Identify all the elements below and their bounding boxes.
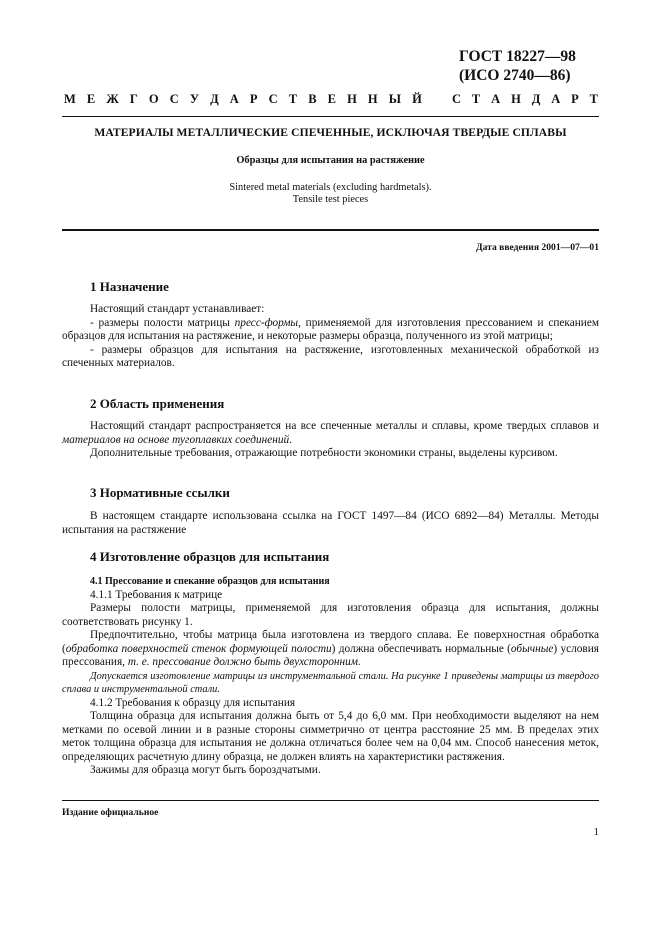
standard-type-banner [64, 92, 598, 107]
section-3-heading: 3 Нормативные ссылки [90, 485, 230, 500]
section-4-heading: 4 Изготовление образцов для испытания [90, 549, 330, 564]
standard-code-gost: ГОСТ 18227—98 [459, 48, 576, 65]
standard-code-iso: (ИСО 2740—86) [459, 67, 571, 84]
section-3-body: В настоящем стандарте использована ссылка на ГОСТ 1497—84 (ИСО 6892—84) Металлы. Методы испытания на растяжение [62, 510, 599, 536]
banner-word-standard: С Т А Н Д А Р Т [452, 92, 598, 106]
effective-date: Дата введения 2001—07—01 [476, 242, 599, 253]
section-1-heading: 1 Назначение [90, 279, 169, 294]
section-4-body: 4.1 Прессование и спекание образцов для испытания 4.1.1 Требования к матрице Размеры полости матрицы, применяемой для изготовления образца для испытания, должны соответствовать рисунку 1. Предпочтительно, чтобы матрица была изготовлена из твердого сплава. Ее поверхностная обработка (обработка поверхностей стенок формующей полости) должна обеспечивать нормальные (обычные) условия прессования, т. е. прессование должно быть двухсторонним. Допускается изготовление матрицы из инструментальной стали. На рисунке 1 приведены матрицы из твердого сплава и инструментальной стали. 4.1.2 Требования к образцу для испытания Толщина образца для испытания должна быть от 5,4 до 6,0 мм. При необходимости выделяют на нем метками по осевой линии и в разные стороны симметрично от центра расстояние 25 мм. В пределах этих меток толщина образца для испытания не должна отличаться более чем на 0,04 мм. Способ нанесения меток, определяющих расчетную длину образца, не должен влиять на характеристики растяжения. Зажимы для образца могут быть бороздчатыми. [62, 576, 599, 776]
subsection-4-1-2-heading: 4.1.2 Требования к образцу для испытания [90, 696, 296, 709]
footer-rule [62, 800, 599, 801]
english-title: Sintered metal materials (excluding hardmetals). Tensile test pieces [229, 182, 432, 205]
document-title: МАТЕРИАЛЫ МЕТАЛЛИЧЕСКИЕ СПЕЧЕННЫЕ, ИСКЛЮЧАЯ ТВЕРДЫЕ СПЛАВЫ [94, 126, 567, 139]
header-rule [62, 116, 599, 117]
document-subtitle: Образцы для испытания на растяжение [236, 155, 425, 166]
page-number: 1 [593, 826, 599, 838]
subsection-4-1-1-heading: 4.1.1 Требования к матрице [90, 588, 223, 601]
edition-label: Издание официальное [62, 807, 159, 818]
section-2-body: Настоящий стандарт распространяется на все спеченные металлы и сплавы, кроме твердых сплавов и материалов на основе тугоплавких соединений. Дополнительные требования, отражающие потребности экономики страны, выделены курсивом. [62, 420, 599, 459]
standard-code [459, 47, 599, 85]
title-rule [62, 229, 599, 231]
section-1-body: Настоящий стандарт устанавливает: - размеры полости матрицы пресс-формы, применяемой для изготовления прессованием и спеканием образцов для испытания на растяжение, и некоторые размеры образца, полученного из этой матрицы; - размеры образцов для испытания на растяжение, изготовленных механической обработкой из спеченных материалов. [62, 303, 599, 369]
banner-word-interstate: М Е Ж Г О С У Д А Р С Т В Е Н Н Ы Й [64, 92, 422, 106]
section-2-heading: 2 Область применения [90, 396, 225, 411]
subsection-4-1-heading: 4.1 Прессование и спекание образцов для испытания [90, 576, 330, 587]
